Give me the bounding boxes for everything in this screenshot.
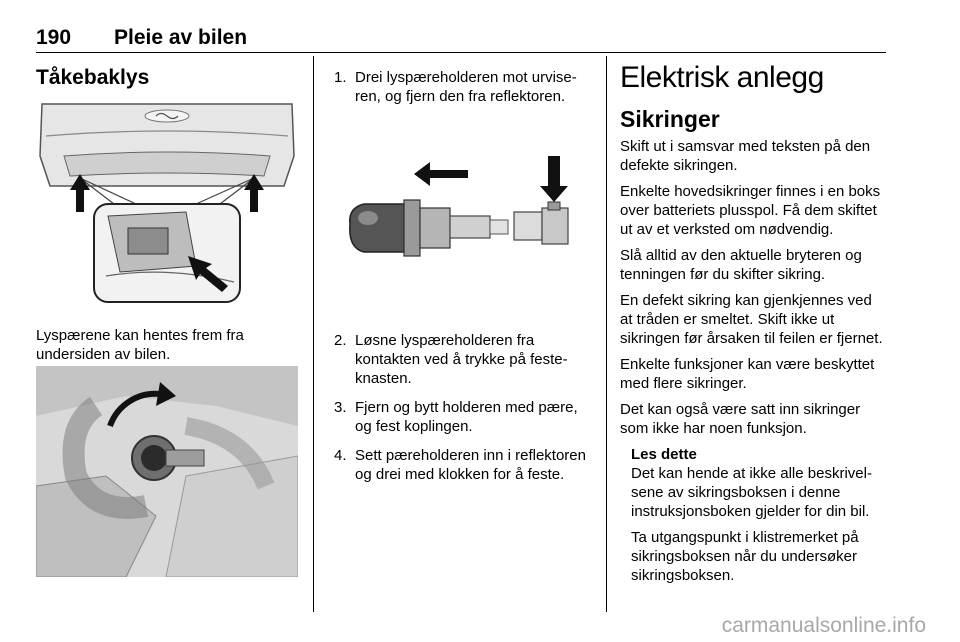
section-heading-electrical: Elektrisk anlegg	[620, 61, 824, 94]
procedure-steps	[334, 68, 596, 106]
paragraph: Skift ut i samsvar med teksten på den defekte sikringen.	[620, 138, 871, 174]
paragraph: Slå alltid av den aktuelle bryteren og tenningen før du skifter sikring.	[620, 247, 862, 283]
section-heading-fog-light: Tåkebaklys	[36, 66, 150, 89]
procedure-steps-continued	[334, 331, 596, 484]
step-number: 1.	[334, 69, 347, 86]
running-title: Pleie av bilen	[114, 26, 248, 49]
step-2	[334, 331, 596, 388]
watermark: carmanualsonline.info	[721, 614, 926, 637]
page-number: 190	[36, 26, 72, 49]
step-number: 3.	[334, 399, 347, 416]
note-paragraph: Ta utgangspunkt i klistremerket på sikringsboksen når du undersøker sikringsboksen.	[631, 529, 859, 584]
note-box	[631, 445, 888, 585]
step-text: Drei lyspæreholderen mot urviseren, og fjern den fra reflektoren.	[355, 69, 577, 105]
paragraph: Det kan også være satt inn sikringer som ikke har noen funksjon.	[620, 401, 861, 437]
step-3	[334, 398, 596, 436]
bulb-and-connector-illustration	[334, 146, 596, 296]
column-divider-left	[313, 56, 314, 612]
step-text: Løsne lyspæreholderen fra kontakten ved å trykke på festeknasten.	[355, 332, 568, 387]
bulb-holder-rotation-illustration	[36, 366, 298, 577]
note-paragraph: Det kan hende at ikke alle beskrivelsene av sikringsboksen i denne instruksjonsboken gjelder for din bil.	[631, 465, 872, 520]
paragraph: Enkelte funksjoner kan være beskyttet med flere sikringer.	[620, 356, 875, 392]
paragraph: Enkelte hovedsikringer finnes i en boks over batteriets plusspol. Få dem skiftet ut av et verksted om nødvendig.	[620, 183, 881, 238]
step-text: Sett pæreholderen inn i reflektoren og drei med klokken for å feste.	[355, 447, 586, 483]
step-1	[334, 68, 596, 106]
step-4	[334, 446, 596, 484]
note-title: Les dette	[631, 446, 697, 463]
fuses-body	[620, 137, 888, 592]
column-divider-right	[606, 56, 607, 612]
step-number: 2.	[334, 332, 347, 349]
step-number: 4.	[334, 447, 347, 464]
rear-bumper-illustration	[36, 96, 298, 306]
paragraph: En defekt sikring kan gjenkjennes ved at tråden er smeltet. Skift ikke ut sikringen før årsaken til feilen er fjernet.	[620, 292, 883, 347]
fog-light-caption: Lyspærene kan hentes frem fra undersiden av bilen.	[36, 327, 244, 363]
header-rule	[36, 52, 886, 53]
step-text: Fjern og bytt holderen med pære, og fest koplingen.	[355, 399, 578, 435]
subheading-fuses: Sikringer	[620, 106, 720, 132]
